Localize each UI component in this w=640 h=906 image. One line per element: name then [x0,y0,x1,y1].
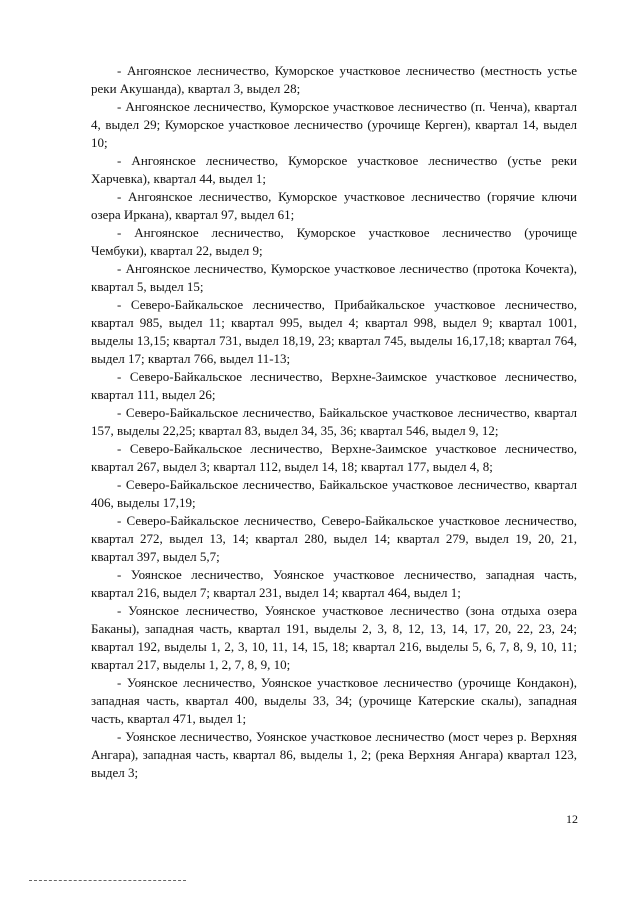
list-item: - Уоянское лесничество, Уоянское участковое лесничество (мост через р. Верхняя Ангара), западная часть, квартал 86, выделы 1, 2; (река Верхняя Ангара) квартал 123, выдел 3; [91,729,577,780]
list-item: - Уоянское лесничество, Уоянское участковое лесничество (зона отдыха озера Баканы), западная часть, квартал 191, выделы 2, 3, 8, 12, 13, 14, 17, 20, 22, 23, 24; квартал 192, выделы 1, 2, 3, 10, 11, 14, 15, 18; квартал 216, выделы 5, 6, 7, 8, 9, 10, 11; квартал 217, выделы 1, 2, 7, 8, 9, 10; [91,603,577,672]
list-item: - Уоянское лесничество, Уоянское участковое лесничество, западная часть, квартал 216, выдел 7; квартал 231, выдел 14; квартал 464, выдел 1; [91,567,577,600]
list-item: - Северо-Байкальское лесничество, Байкальское участковое лесничество, квартал 157, выделы 22,25; квартал 83, выдел 34, 35, 36; квартал 546, выдел 9, 12; [91,405,577,438]
list-item: - Ангоянское лесничество, Куморское участковое лесничество (горячие ключи озера Иркана), квартал 97, выдел 61; [91,189,577,222]
list-item: - Северо-Байкальское лесничество, Верхне-Заимское участковое лесничество, квартал 267, выдел 3; квартал 112, выдел 14, 18; квартал 177, выдел 4, 8; [91,441,577,474]
list-item: - Уоянское лесничество, Уоянское участковое лесничество (урочище Кондакон), западная часть, квартал 400, выделы 33, 34; (урочище Катерские скалы), западная часть, квартал 471, выдел 1; [91,675,577,726]
document-body [91,62,577,782]
list-item: - Северо-Байкальское лесничество, Байкальское участковое лесничество, квартал 406, выделы 17,19; [91,477,577,510]
footer-divider [29,880,186,881]
list-item: - Ангоянское лесничество, Куморское участковое лесничество (урочище Чембуки), квартал 22, выдел 9; [91,225,577,258]
list-item: - Ангоянское лесничество, Куморское участковое лесничество (местность устье реки Акушанда), квартал 3, выдел 28; [91,63,577,96]
list-item: - Ангоянское лесничество, Куморское участковое лесничество (протока Кочекта), квартал 5, выдел 15; [91,261,577,294]
list-item: - Ангоянское лесничество, Куморское участковое лесничество (устье реки Харчевка), квартал 44, выдел 1; [91,153,577,186]
list-item: - Ангоянское лесничество, Куморское участковое лесничество (п. Ченча), квартал 4, выдел 29; Куморское участковое лесничество (урочище Керген), квартал 14, выдел 10; [91,99,577,150]
page-number: 12 [566,812,578,826]
list-item: - Северо-Байкальское лесничество, Прибайкальское участковое лесничество, квартал 985, выдел 11; квартал 995, выдел 4; квартал 998, выдел 9; квартал 1001, выделы 13,15; квартал 731, выдел 18,19, 23; квартал 745, выделы 16,17,18; квартал 764, выдел 17; квартал 766, выдел 11-13; [91,297,577,366]
list-item: - Северо-Байкальское лесничество, Верхне-Заимское участковое лесничество, квартал 111, выдел 26; [91,369,577,402]
list-item: - Северо-Байкальское лесничество, Северо-Байкальское участковое лесничество, квартал 272, выдел 13, 14; квартал 280, выдел 14; квартал 279, выдел 19, 20, 21, квартал 397, выдел 5,7; [91,513,577,564]
